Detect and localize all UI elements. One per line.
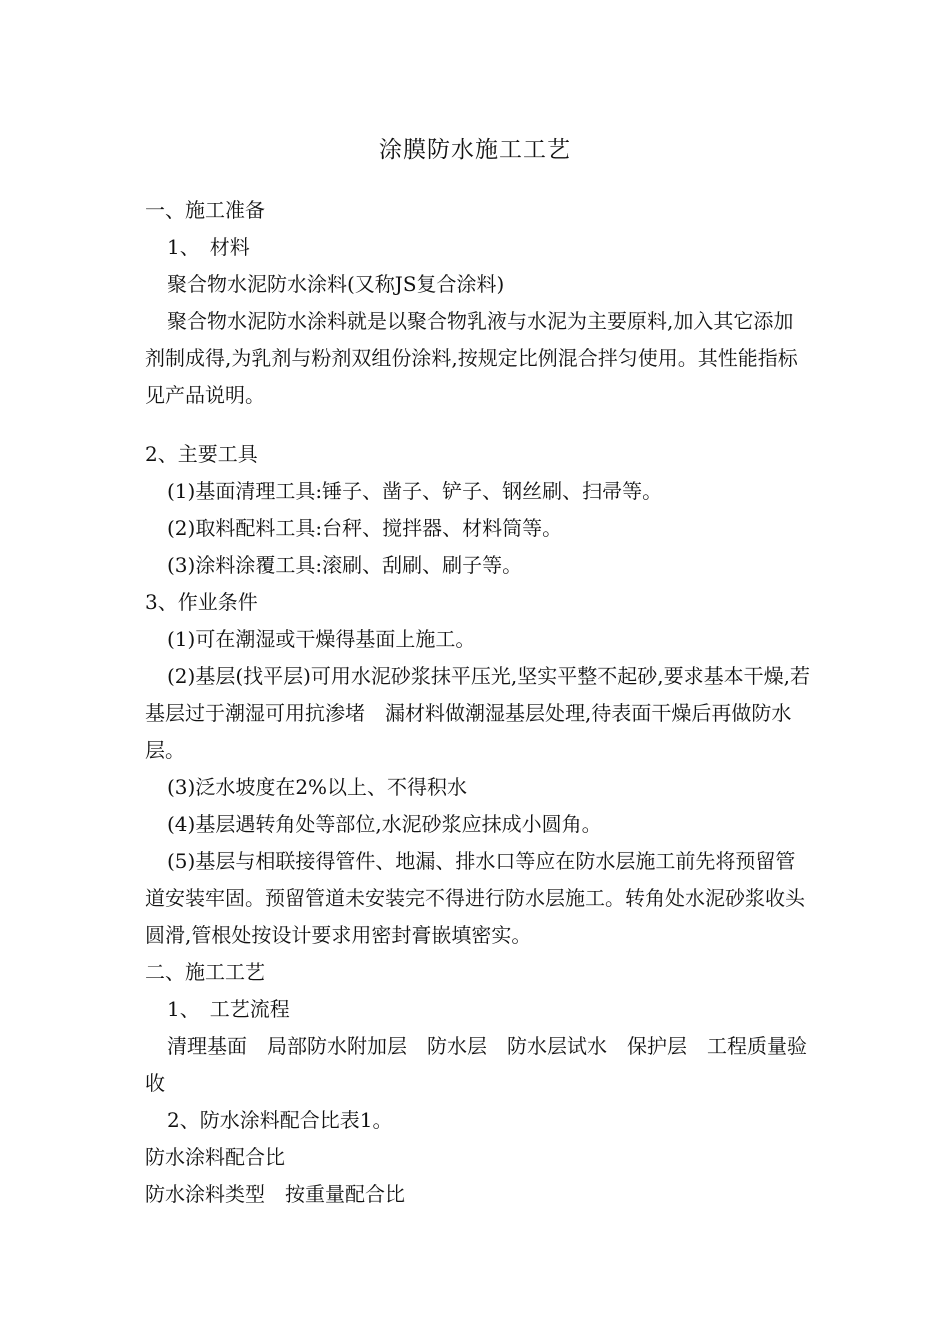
tools-item: (1)基面清理工具:锤子、凿子、铲子、钢丝刷、扫帚等。 <box>167 479 663 503</box>
subsection-heading-flow: 1、 工艺流程 <box>167 997 290 1021</box>
condition-item: (3)泛水坡度在2%以上、不得积水 <box>167 775 468 799</box>
condition-item: (2)基层(找平层)可用水泥砂浆抹平压光,坚实平整不起砂,要求基本干燥,若基层过于潮湿可用抗渗堵 漏材料做潮湿基层处理,待表面干燥后再做防水层。 <box>145 664 811 762</box>
subsection-heading-materials: 1、 材料 <box>167 235 250 259</box>
material-name: 聚合物水泥防水涂料(又称JS复合涂料) <box>167 272 505 296</box>
paragraph-gap <box>145 414 810 436</box>
subsection-heading-mix-ratio: 2、防水涂料配合比表1。 <box>167 1108 393 1132</box>
subsection-heading-tools: 2、主要工具 <box>145 442 258 466</box>
table-header: 防水涂料类型 按重量配合比 <box>145 1182 405 1206</box>
table-caption: 防水涂料配合比 <box>145 1145 285 1169</box>
section-heading-preparation: 一、施工准备 <box>145 198 265 222</box>
condition-item: (1)可在潮湿或干燥得基面上施工。 <box>167 627 476 651</box>
material-description: 聚合物水泥防水涂料就是以聚合物乳液与水泥为主要原料,加入其它添加剂制成得,为乳剂与粉剂双组份涂料,按规定比例混合拌匀使用。其性能指标见产品说明。 <box>145 309 798 407</box>
subsection-heading-conditions: 3、作业条件 <box>145 590 258 614</box>
document-body <box>145 192 810 1213</box>
section-heading-process: 二、施工工艺 <box>145 960 265 984</box>
tools-item: (3)涂料涂覆工具:滚刷、刮刷、刷子等。 <box>167 553 523 577</box>
condition-item: (5)基层与相联接得管件、地漏、排水口等应在防水层施工前先将预留管道安装牢固。预留管道未安装完不得进行防水层施工。转角处水泥砂浆收头圆滑,管根处按设计要求用密封膏嵌填密实。 <box>145 849 805 947</box>
process-flow: 清理基面 局部防水附加层 防水层 防水层试水 保护层 工程质量验收 <box>145 1034 807 1095</box>
page-title: 涂膜防水施工工艺 <box>379 137 571 163</box>
condition-item: (4)基层遇转角处等部位,水泥砂浆应抹成小圆角。 <box>167 812 602 836</box>
tools-item: (2)取料配料工具:台秤、搅拌器、材料筒等。 <box>167 516 563 540</box>
